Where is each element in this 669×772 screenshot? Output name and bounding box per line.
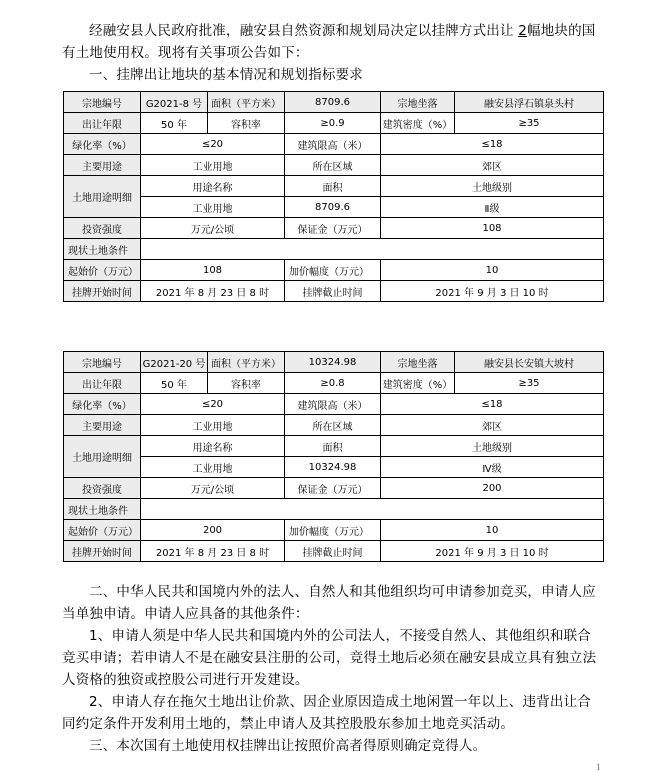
start-price-value: 200 [141, 520, 285, 541]
building-density-label: 建筑密度（%） [381, 373, 455, 394]
listing-start-value: 2021 年 8 月 23 日 8 时 [141, 541, 285, 562]
status-condition-label: 现状土地条件 [64, 499, 141, 520]
greening-label: 绿化率（%） [64, 134, 141, 155]
use-area-value: 10324.98 [285, 457, 381, 478]
building-density-label: 建筑密度（%） [381, 113, 455, 134]
parcel-table-1 [63, 91, 604, 302]
listing-end-value: 2021 年 9 月 3 日 10 时 [381, 281, 604, 302]
use-area-header: 面积 [285, 176, 381, 197]
start-price-label: 起始价（万元） [64, 260, 141, 281]
area-value: 8709.6 [285, 92, 381, 113]
section-1-heading: 一、挂牌出让地块的基本情况和规划指标要求 [89, 67, 363, 83]
use-name-header: 用途名称 [141, 436, 285, 457]
term-label: 出让年限 [64, 373, 141, 394]
table-row [64, 134, 604, 155]
listing-start-label: 挂牌开始时间 [64, 541, 141, 562]
deposit-value: 200 [381, 478, 604, 499]
table-row [64, 436, 604, 457]
start-price-label: 起始价（万元） [64, 520, 141, 541]
start-price-value: 108 [141, 260, 285, 281]
table-row [64, 541, 604, 562]
intro-text-b: 幅地块的国有土地使用权。现将有关事项公告如下： [62, 23, 596, 61]
table-row [64, 218, 604, 239]
table-row [64, 197, 604, 218]
land-grade-header: 土地级别 [381, 176, 604, 197]
table-row [64, 415, 604, 436]
table-row [64, 260, 604, 281]
location-label: 宗地坐落 [381, 352, 455, 373]
listing-end-value: 2021 年 9 月 3 日 10 时 [381, 541, 604, 562]
deposit-label: 保证金（万元） [285, 218, 381, 239]
table-row [64, 457, 604, 478]
area-value: 10324.98 [285, 352, 381, 373]
parcel-no-value: G2021-8 号 [141, 92, 208, 113]
table-row [64, 520, 604, 541]
invest-value: 万元/公顷 [141, 218, 285, 239]
table-row [64, 113, 604, 134]
location-value: 融安县浮石镇泉头村 [455, 92, 604, 113]
increment-value: 10 [381, 260, 604, 281]
invest-label: 投资强度 [64, 218, 141, 239]
greening-label: 绿化率（%） [64, 394, 141, 415]
table-row [64, 176, 604, 197]
plot-ratio-value: ≥0.8 [285, 373, 381, 394]
parcel-count: 2 [518, 23, 527, 39]
zone-value: 郊区 [381, 415, 604, 436]
section-3-paragraph: 三、本次国有土地使用权挂牌出让按照价高者得原则确定竞得人。 [89, 738, 487, 754]
status-condition-value [141, 499, 604, 520]
status-condition-label: 现状土地条件 [64, 239, 141, 260]
condition-1-paragraph: 1、申请人须是中华人民共和国境内外的公司法人，不接受自然人、其他组织和联合竞买申请；若申请人不是在融安县注册的公司，竞得土地后必须在融安县成立具有独立法人资格的独资或控股公司进行开发建设。 [62, 628, 597, 688]
location-value: 融安县长安镇大坡村 [455, 352, 604, 373]
building-density-value: ≥35 [455, 373, 604, 394]
listing-start-value: 2021 年 8 月 23 日 8 时 [141, 281, 285, 302]
listing-end-label: 挂牌截止时间 [285, 281, 381, 302]
listing-end-label: 挂牌截止时间 [285, 541, 381, 562]
table-row [64, 373, 604, 394]
main-use-label: 主要用途 [64, 155, 141, 176]
land-grade-value: Ⅳ级 [381, 457, 604, 478]
main-use-value: 工业用地 [141, 415, 285, 436]
status-condition-value [141, 239, 604, 260]
plot-ratio-label: 容积率 [208, 373, 285, 394]
table-row [64, 281, 604, 302]
term-label: 出让年限 [64, 113, 141, 134]
table-row [64, 352, 604, 373]
greening-value: ≤20 [141, 394, 285, 415]
height-limit-value: ≤18 [381, 394, 604, 415]
table-row [64, 92, 604, 113]
invest-value: 万元/公顷 [141, 478, 285, 499]
table-row [64, 478, 604, 499]
section-2-paragraph: 二、中华人民共和国境内外的法人、自然人和其他组织均可申请参加竞买，申请人应当单独申请。申请人应具备的其他条件： [62, 584, 596, 622]
main-use-label: 主要用途 [64, 415, 141, 436]
height-limit-value: ≤18 [381, 134, 604, 155]
table-row [64, 394, 604, 415]
table-row [64, 239, 604, 260]
zone-label: 所在区域 [285, 415, 381, 436]
use-area-value: 8709.6 [285, 197, 381, 218]
term-value: 50 年 [141, 373, 208, 394]
height-limit-label: 建筑限高（米） [285, 134, 381, 155]
use-name-value: 工业用地 [141, 457, 285, 478]
zone-label: 所在区域 [285, 155, 381, 176]
area-label: 面积（平方米） [208, 352, 285, 373]
use-name-header: 用途名称 [141, 176, 285, 197]
intro-text-a: 经融安县人民政府批准，融安县自然资源和规划局决定以挂牌方式出让 [89, 23, 514, 39]
page-number: 1 [596, 762, 601, 772]
increment-label: 加价幅度（万元） [285, 260, 381, 281]
building-density-value: ≥35 [455, 113, 604, 134]
parcel-no-label: 宗地编号 [64, 352, 141, 373]
deposit-label: 保证金（万元） [285, 478, 381, 499]
condition-2-paragraph: 2、申请人存在拖欠土地出让价款、因企业原因造成土地闲置一年以上、违背出让合同约定条件开发利用土地的，禁止申请人及其控股股东参加土地竞买活动。 [62, 694, 591, 732]
deposit-value: 108 [381, 218, 604, 239]
parcel-no-value: G2021-20 号 [141, 352, 208, 373]
plot-ratio-value: ≥0.9 [285, 113, 381, 134]
table-row [64, 155, 604, 176]
increment-label: 加价幅度（万元） [285, 520, 381, 541]
term-value: 50 年 [141, 113, 208, 134]
height-limit-label: 建筑限高（米） [285, 394, 381, 415]
invest-label: 投资强度 [64, 478, 141, 499]
zone-value: 郊区 [381, 155, 604, 176]
plot-ratio-label: 容积率 [208, 113, 285, 134]
use-detail-label: 土地用途明细 [64, 176, 141, 218]
use-area-header: 面积 [285, 436, 381, 457]
main-use-value: 工业用地 [141, 155, 285, 176]
increment-value: 10 [381, 520, 604, 541]
greening-value: ≤20 [141, 134, 285, 155]
use-detail-label: 土地用途明细 [64, 436, 141, 478]
table-row [64, 499, 604, 520]
use-name-value: 工业用地 [141, 197, 285, 218]
parcel-table-2 [63, 351, 604, 562]
land-grade-header: 土地级别 [381, 436, 604, 457]
listing-start-label: 挂牌开始时间 [64, 281, 141, 302]
land-grade-value: Ⅱ级 [381, 197, 604, 218]
location-label: 宗地坐落 [381, 92, 455, 113]
parcel-no-label: 宗地编号 [64, 92, 141, 113]
intro-paragraph [62, 20, 602, 64]
area-label: 面积（平方米） [208, 92, 285, 113]
